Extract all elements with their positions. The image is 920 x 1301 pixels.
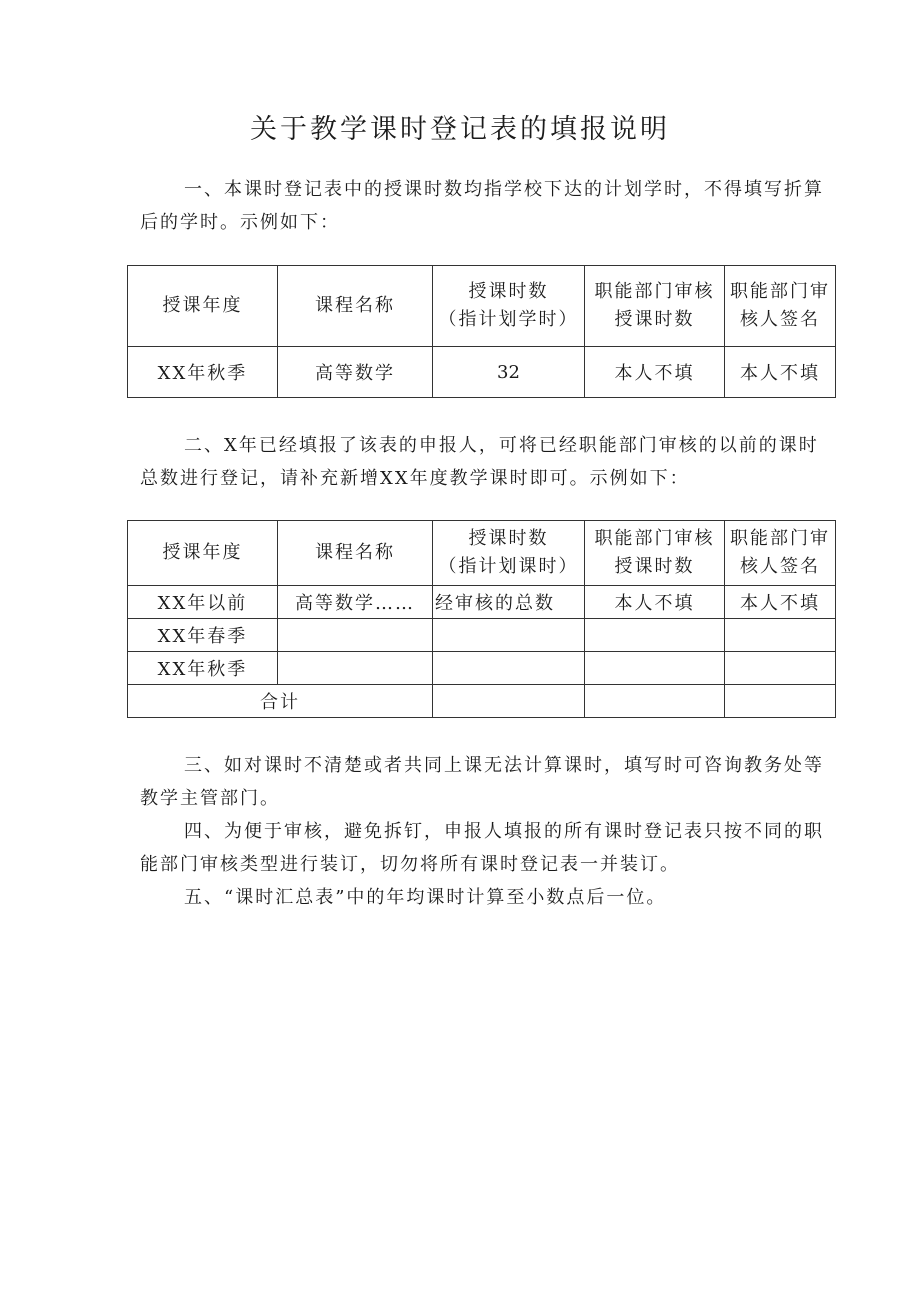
table-2-total-row	[128, 685, 836, 718]
example-table-1	[127, 265, 836, 398]
table-2-header-row	[128, 521, 836, 586]
table-2-header-course: 课程名称	[278, 521, 433, 586]
section-3-text: 三、如对课时不清楚或者共同上课无法计算课时，填写时可咨询教务处等教学主管部门。	[140, 755, 824, 809]
table-2-cell-year: XX年春季	[128, 619, 278, 652]
section-1-text: 一、本课时登记表中的授课时数均指学校下达的计划学时，不得填写折算后的学时。示例如下：	[140, 179, 824, 233]
table-1-header-row	[128, 266, 836, 347]
table-2-total-label: 合计	[128, 685, 433, 718]
table-2-cell-dept-hours	[585, 652, 725, 685]
table-1-cell-signature: 本人不填	[725, 347, 836, 398]
table-2-cell-year: XX年以前	[128, 586, 278, 619]
table-1-header-dept-hours: 职能部门审核 授课时数	[585, 266, 725, 347]
section-2-text: 二、X年已经填报了该表的申报人，可将已经职能部门审核的以前的课时总数进行登记，请补充新增XX年度教学课时即可。示例如下：	[140, 435, 819, 489]
table-1-header-course: 课程名称	[278, 266, 433, 347]
table-row	[128, 586, 836, 619]
table-2-total-signature	[725, 685, 836, 718]
table-2-total-hours	[433, 685, 585, 718]
table-2-cell-dept-hours	[585, 619, 725, 652]
table-2-total-dept-hours	[585, 685, 725, 718]
table-2-cell-year: XX年秋季	[128, 652, 278, 685]
table-1-cell-dept-hours: 本人不填	[585, 347, 725, 398]
table-2-header-dept-hours: 职能部门审核 授课时数	[585, 521, 725, 586]
table-2-cell-course: 高等数学……	[278, 586, 433, 619]
table-1-cell-course: 高等数学	[278, 347, 433, 398]
table-row	[128, 652, 836, 685]
page-title: 关于教学课时登记表的填报说明	[250, 114, 670, 145]
table-1-cell-hours: 32	[433, 347, 585, 398]
table-1-header-signature: 职能部门审 核人签名	[725, 266, 836, 347]
example-table-2	[127, 520, 836, 718]
section-5-text: 五、“课时汇总表”中的年均课时计算至小数点后一位。	[184, 887, 667, 908]
table-2-cell-hours	[433, 652, 585, 685]
table-2-cell-course	[278, 652, 433, 685]
table-2-cell-dept-hours: 本人不填	[585, 586, 725, 619]
table-row	[128, 347, 836, 398]
table-2-header-hours: 授课时数 （指计划课时）	[433, 521, 585, 586]
table-row	[128, 619, 836, 652]
table-2-cell-hours	[433, 619, 585, 652]
table-2-header-year: 授课年度	[128, 521, 278, 586]
table-2-cell-course	[278, 619, 433, 652]
table-2-header-signature: 职能部门审 核人签名	[725, 521, 836, 586]
table-1-header-hours: 授课时数 （指计划学时）	[433, 266, 585, 347]
section-4-text: 四、为便于审核，避免拆钉，申报人填报的所有课时登记表只按不同的职能部门审核类型进行装订，切勿将所有课时登记表一并装订。	[140, 821, 824, 875]
table-2-cell-hours: 经审核的总数	[433, 586, 585, 619]
table-2-cell-signature	[725, 619, 836, 652]
table-2-cell-signature	[725, 652, 836, 685]
table-1-cell-year: XX年秋季	[128, 347, 278, 398]
table-2-cell-signature: 本人不填	[725, 586, 836, 619]
table-1-header-year: 授课年度	[128, 266, 278, 347]
